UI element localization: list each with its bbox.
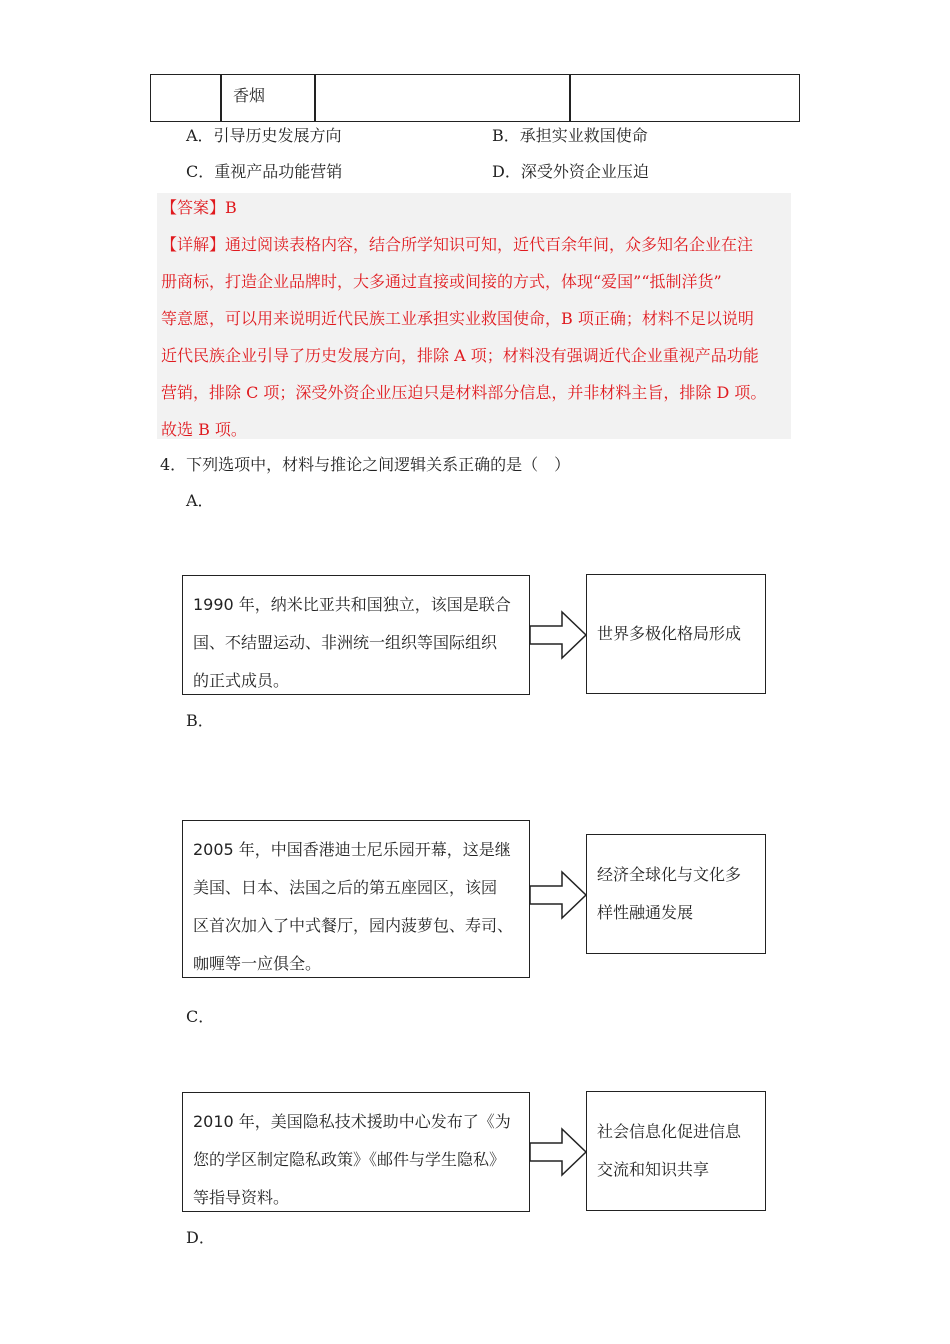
table-divider (314, 75, 316, 121)
inference-line: 社会信息化促进信息 (597, 1122, 742, 1141)
detail-line (161, 226, 753, 263)
detail-text: 通过阅读表格内容，结合所学知识可知，近代百余年间，众多知名企业在注 (225, 235, 754, 254)
option-c: C．重视产品功能营销 (186, 162, 343, 181)
answer-value: B (225, 198, 237, 217)
material-box-a (182, 575, 530, 695)
inference-line: 交流和知识共享 (597, 1160, 710, 1179)
arrow-right-icon (528, 870, 588, 920)
material-line: 区首次加入了中式餐厅，园内菠萝包、寿司、 (193, 916, 514, 935)
option-label-c: C． (186, 1007, 215, 1026)
material-line: 2010 年，美国隐私技术援助中心发布了《为 (193, 1112, 511, 1131)
option-label-d: D． (186, 1228, 215, 1247)
material-line: 您的学区制定隐私政策》《邮件与学生隐私》 (193, 1150, 506, 1169)
option-label-b: B． (186, 711, 214, 730)
detail-text: 营销，排除 C 项；深受外资企业压迫只是材料部分信息，并非材料主旨，排除 D 项。 (161, 383, 767, 402)
inference-line: 经济全球化与文化多 (597, 865, 742, 884)
detail-label: 【详解】 (161, 235, 226, 254)
option-label-a: A． (186, 491, 214, 510)
detail-text: 故选 B 项。 (161, 420, 247, 439)
product-table-row (150, 74, 800, 122)
table-divider (569, 75, 571, 121)
table-divider (220, 75, 222, 121)
detail-text: 近代民族企业引导了历史发展方向，排除 A 项；材料没有强调近代企业重视产品功能 (161, 346, 759, 365)
material-line: 国、不结盟运动、非洲统一组织等国际组织 (193, 633, 498, 652)
material-line: 2005 年，中国香港迪士尼乐园开幕，这是继 (193, 840, 511, 859)
inference-box-c (586, 1091, 766, 1211)
arrow-right-icon (528, 1127, 588, 1177)
table-cell-product: 香烟 (233, 86, 266, 105)
option-a: A．引导历史发展方向 (186, 126, 342, 145)
arrow-right-icon (528, 610, 588, 660)
detail-text: 等意愿，可以用来说明近代民族工业承担实业救国使命，B 项正确；材料不足以说明 (161, 309, 754, 328)
inference-line: 样性融通发展 (597, 903, 694, 922)
option-b: B．承担实业救国使命 (492, 126, 648, 145)
inference-box-a (586, 574, 766, 694)
material-box-c (182, 1092, 530, 1212)
answer-label: 【答案】 (161, 198, 226, 217)
answer-line (161, 189, 237, 226)
material-box-b (182, 820, 530, 978)
question-stem: 4．下列选项中，材料与推论之间逻辑关系正确的是（ ） (160, 455, 571, 474)
inference-box-b (586, 834, 766, 954)
material-line: 咖喱等一应俱全。 (193, 954, 322, 973)
answer-block (157, 193, 791, 439)
inference-line: 世界多极化格局形成 (597, 624, 742, 643)
material-line: 等指导资料。 (193, 1188, 290, 1207)
material-line: 美国、日本、法国之后的第五座园区，该园 (193, 878, 498, 897)
option-d: D．深受外资企业压迫 (492, 162, 649, 181)
material-line: 的正式成员。 (193, 671, 290, 690)
detail-text: 册商标，打造企业品牌时，大多通过直接或间接的方式，体现“爱国”“抵制洋货” (161, 272, 722, 291)
material-line: 1990 年，纳米比亚共和国独立，该国是联合 (193, 595, 511, 614)
